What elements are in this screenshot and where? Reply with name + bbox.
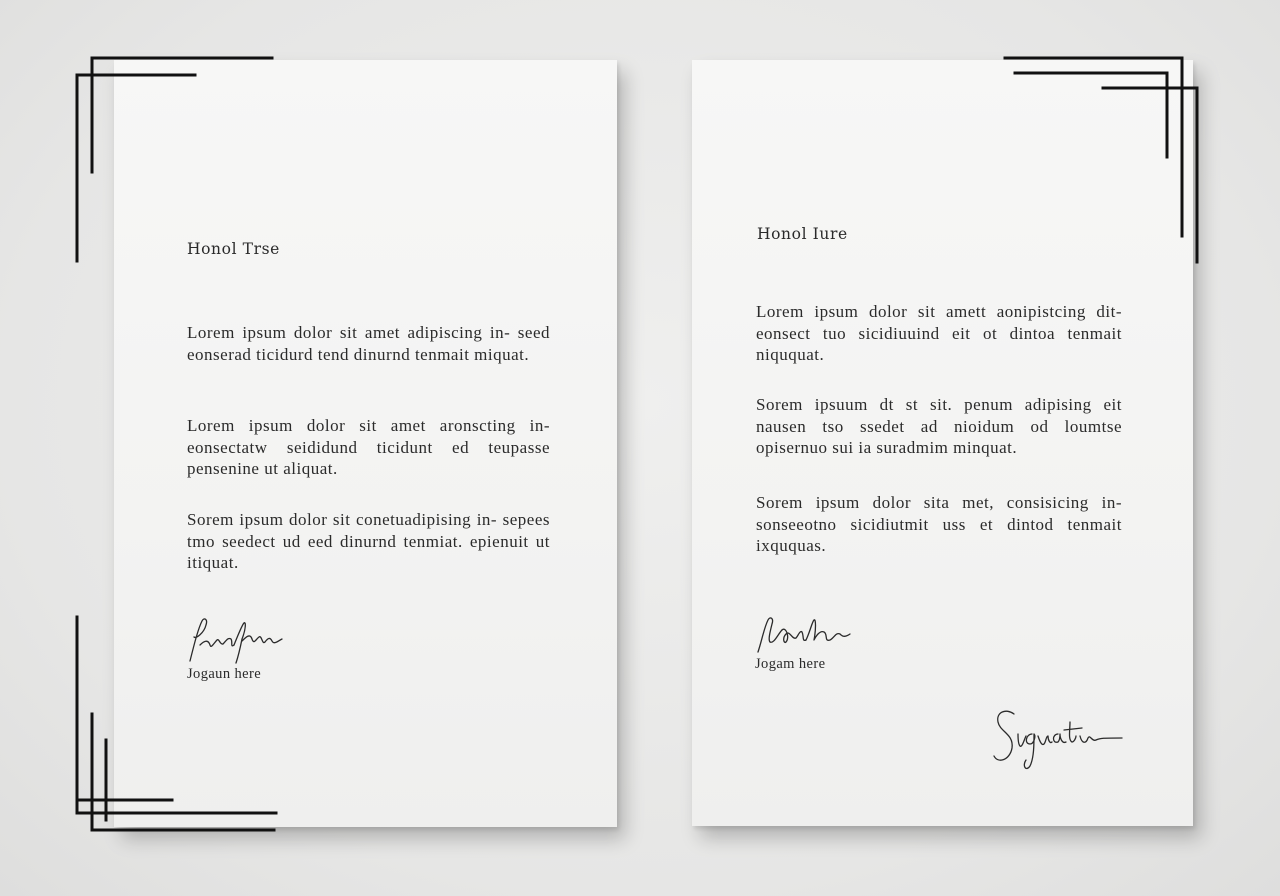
handwritten-signature-right bbox=[754, 612, 864, 656]
signature-label: Jogam here bbox=[755, 656, 826, 672]
letter-paragraph-1: Lorem ipsum dolor sit amett aonipistcing dit- eonsect tuo sicidiuuind eit ot dintoa tenmait niququat. bbox=[756, 302, 1122, 364]
letter-paragraph-3: Sorem ipsum dolor sit conetuadipising in- sepees tmo seedect ud eed dinurnd tenmiat. epienuit ut itiquat. bbox=[187, 510, 550, 572]
letter-paragraph-2: Lorem ipsum dolor sit amet aronscting in- eonsectatw seididund ticidunt ed teupasse pensenine ut aliquat. bbox=[187, 416, 550, 478]
letter-paragraph-1: Lorem ipsum dolor sit amet adipiscing in- seed eonserad ticidurd tend dinurnd tenmait miquat. bbox=[187, 323, 550, 364]
letter-heading: Honol Trse bbox=[187, 240, 280, 258]
letter-paragraph-3: Sorem ipsum dolor sita met, consisicing in- sonseeotno sicidiutmit uss et dintod tenmait ixququas. bbox=[756, 493, 1122, 555]
letter-paragraph-2: Sorem ipsuum dt st sit. penum adipising eit nausen tso ssedet ad nioidum od loumtse opisernuo sui ia suradmim minquat. bbox=[756, 395, 1122, 457]
letter-heading: Honol Iure bbox=[757, 225, 848, 243]
handwritten-signature-left bbox=[186, 615, 296, 667]
letter-sheet-right bbox=[692, 60, 1193, 826]
corner-signature bbox=[988, 704, 1128, 774]
signature-label: Jogaun here bbox=[187, 666, 262, 682]
letter-sheet-left bbox=[114, 60, 617, 827]
